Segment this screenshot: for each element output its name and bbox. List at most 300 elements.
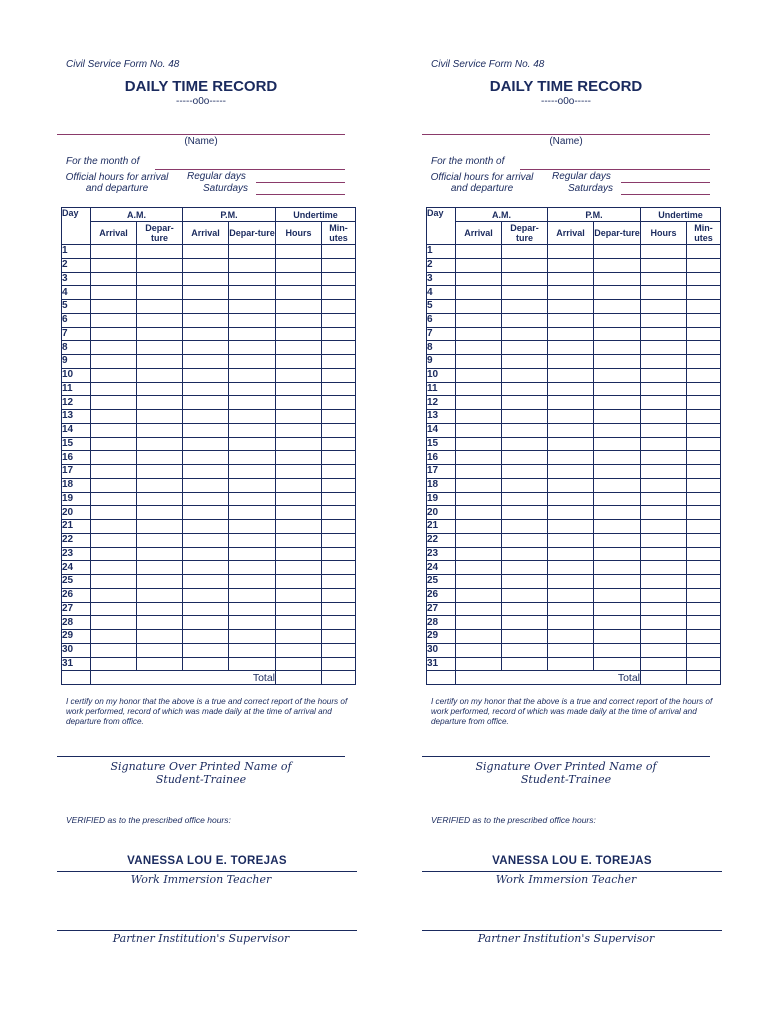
am-arrival-cell[interactable] (91, 245, 137, 259)
am-arrival-cell[interactable] (91, 313, 137, 327)
undertime-minutes-cell[interactable] (322, 575, 356, 589)
undertime-minutes-cell[interactable] (687, 300, 721, 314)
pm-departure-cell[interactable] (594, 382, 641, 396)
undertime-minutes-cell[interactable] (322, 423, 356, 437)
pm-departure-cell[interactable] (229, 437, 276, 451)
am-departure-cell[interactable] (502, 286, 548, 300)
am-arrival-cell[interactable] (91, 643, 137, 657)
am-arrival-cell[interactable] (456, 561, 502, 575)
undertime-hours-cell[interactable] (641, 506, 687, 520)
pm-departure-cell[interactable] (229, 382, 276, 396)
am-departure-cell[interactable] (137, 657, 183, 671)
am-arrival-cell[interactable] (91, 258, 137, 272)
undertime-hours-cell[interactable] (641, 272, 687, 286)
am-departure-cell[interactable] (502, 478, 548, 492)
pm-arrival-cell[interactable] (548, 437, 594, 451)
pm-arrival-cell[interactable] (183, 313, 229, 327)
am-arrival-cell[interactable] (456, 465, 502, 479)
pm-arrival-cell[interactable] (183, 506, 229, 520)
pm-arrival-cell[interactable] (548, 643, 594, 657)
am-arrival-cell[interactable] (456, 396, 502, 410)
month-field[interactable] (155, 169, 345, 170)
undertime-minutes-cell[interactable] (687, 245, 721, 259)
am-departure-cell[interactable] (137, 520, 183, 534)
undertime-minutes-cell[interactable] (687, 643, 721, 657)
pm-arrival-cell[interactable] (183, 272, 229, 286)
pm-arrival-cell[interactable] (548, 368, 594, 382)
pm-departure-cell[interactable] (594, 506, 641, 520)
undertime-hours-cell[interactable] (641, 588, 687, 602)
undertime-hours-cell[interactable] (276, 478, 322, 492)
undertime-minutes-cell[interactable] (322, 533, 356, 547)
undertime-hours-cell[interactable] (641, 313, 687, 327)
undertime-hours-cell[interactable] (276, 272, 322, 286)
am-arrival-cell[interactable] (456, 300, 502, 314)
am-departure-cell[interactable] (137, 245, 183, 259)
am-departure-cell[interactable] (502, 437, 548, 451)
undertime-minutes-cell[interactable] (322, 300, 356, 314)
undertime-minutes-cell[interactable] (322, 451, 356, 465)
undertime-hours-cell[interactable] (641, 368, 687, 382)
pm-arrival-cell[interactable] (183, 300, 229, 314)
undertime-hours-cell[interactable] (641, 396, 687, 410)
pm-departure-cell[interactable] (229, 533, 276, 547)
pm-arrival-cell[interactable] (183, 492, 229, 506)
am-departure-cell[interactable] (502, 657, 548, 671)
am-arrival-cell[interactable] (456, 272, 502, 286)
undertime-hours-cell[interactable] (276, 300, 322, 314)
am-arrival-cell[interactable] (91, 520, 137, 534)
pm-departure-cell[interactable] (229, 588, 276, 602)
pm-departure-cell[interactable] (229, 300, 276, 314)
am-departure-cell[interactable] (502, 327, 548, 341)
pm-arrival-cell[interactable] (183, 588, 229, 602)
undertime-minutes-cell[interactable] (322, 465, 356, 479)
undertime-minutes-cell[interactable] (322, 382, 356, 396)
am-departure-cell[interactable] (137, 643, 183, 657)
am-departure-cell[interactable] (137, 478, 183, 492)
am-arrival-cell[interactable] (456, 478, 502, 492)
am-departure-cell[interactable] (502, 588, 548, 602)
undertime-hours-cell[interactable] (641, 547, 687, 561)
pm-arrival-cell[interactable] (548, 410, 594, 424)
am-departure-cell[interactable] (137, 258, 183, 272)
am-departure-cell[interactable] (137, 533, 183, 547)
am-arrival-cell[interactable] (456, 313, 502, 327)
pm-departure-cell[interactable] (594, 643, 641, 657)
undertime-minutes-cell[interactable] (322, 341, 356, 355)
pm-arrival-cell[interactable] (183, 368, 229, 382)
pm-departure-cell[interactable] (594, 327, 641, 341)
undertime-hours-cell[interactable] (641, 520, 687, 534)
am-arrival-cell[interactable] (456, 533, 502, 547)
pm-departure-cell[interactable] (229, 561, 276, 575)
undertime-minutes-cell[interactable] (687, 272, 721, 286)
undertime-hours-cell[interactable] (641, 258, 687, 272)
am-arrival-cell[interactable] (456, 616, 502, 630)
undertime-hours-cell[interactable] (276, 245, 322, 259)
undertime-hours-cell[interactable] (641, 643, 687, 657)
undertime-minutes-cell[interactable] (687, 355, 721, 369)
am-arrival-cell[interactable] (91, 575, 137, 589)
am-arrival-cell[interactable] (91, 616, 137, 630)
undertime-minutes-cell[interactable] (687, 327, 721, 341)
pm-arrival-cell[interactable] (183, 657, 229, 671)
pm-departure-cell[interactable] (594, 286, 641, 300)
am-arrival-cell[interactable] (456, 630, 502, 644)
pm-departure-cell[interactable] (594, 588, 641, 602)
pm-arrival-cell[interactable] (548, 355, 594, 369)
am-departure-cell[interactable] (137, 382, 183, 396)
pm-arrival-cell[interactable] (183, 602, 229, 616)
undertime-minutes-cell[interactable] (687, 657, 721, 671)
undertime-minutes-cell[interactable] (687, 520, 721, 534)
undertime-minutes-cell[interactable] (322, 630, 356, 644)
pm-departure-cell[interactable] (594, 575, 641, 589)
undertime-minutes-cell[interactable] (322, 313, 356, 327)
am-departure-cell[interactable] (137, 313, 183, 327)
pm-departure-cell[interactable] (594, 533, 641, 547)
am-departure-cell[interactable] (502, 520, 548, 534)
undertime-hours-cell[interactable] (641, 533, 687, 547)
am-departure-cell[interactable] (502, 465, 548, 479)
am-departure-cell[interactable] (137, 547, 183, 561)
pm-arrival-cell[interactable] (548, 465, 594, 479)
undertime-minutes-cell[interactable] (687, 410, 721, 424)
pm-departure-cell[interactable] (229, 313, 276, 327)
pm-departure-cell[interactable] (594, 657, 641, 671)
teacher-signature-line[interactable] (422, 871, 722, 872)
pm-departure-cell[interactable] (229, 286, 276, 300)
am-arrival-cell[interactable] (91, 506, 137, 520)
am-arrival-cell[interactable] (91, 423, 137, 437)
pm-arrival-cell[interactable] (548, 272, 594, 286)
undertime-hours-cell[interactable] (641, 410, 687, 424)
am-departure-cell[interactable] (137, 286, 183, 300)
pm-departure-cell[interactable] (594, 630, 641, 644)
pm-departure-cell[interactable] (594, 245, 641, 259)
pm-departure-cell[interactable] (594, 437, 641, 451)
am-departure-cell[interactable] (137, 602, 183, 616)
undertime-minutes-cell[interactable] (687, 437, 721, 451)
undertime-minutes-cell[interactable] (322, 258, 356, 272)
pm-departure-cell[interactable] (229, 465, 276, 479)
regular-days-field[interactable] (621, 182, 710, 183)
am-departure-cell[interactable] (137, 355, 183, 369)
undertime-minutes-cell[interactable] (322, 286, 356, 300)
pm-arrival-cell[interactable] (548, 575, 594, 589)
undertime-minutes-cell[interactable] (322, 478, 356, 492)
undertime-hours-cell[interactable] (641, 616, 687, 630)
am-arrival-cell[interactable] (91, 533, 137, 547)
am-departure-cell[interactable] (137, 630, 183, 644)
pm-arrival-cell[interactable] (183, 382, 229, 396)
pm-arrival-cell[interactable] (548, 258, 594, 272)
undertime-minutes-cell[interactable] (687, 451, 721, 465)
pm-arrival-cell[interactable] (548, 616, 594, 630)
pm-departure-cell[interactable] (594, 258, 641, 272)
am-arrival-cell[interactable] (91, 327, 137, 341)
pm-departure-cell[interactable] (229, 506, 276, 520)
am-arrival-cell[interactable] (91, 382, 137, 396)
pm-arrival-cell[interactable] (548, 588, 594, 602)
undertime-hours-cell[interactable] (276, 506, 322, 520)
trainee-signature-line[interactable] (422, 756, 710, 757)
am-arrival-cell[interactable] (456, 451, 502, 465)
am-arrival-cell[interactable] (456, 355, 502, 369)
total-minutes[interactable] (687, 671, 721, 685)
pm-arrival-cell[interactable] (548, 492, 594, 506)
am-departure-cell[interactable] (137, 410, 183, 424)
pm-arrival-cell[interactable] (548, 657, 594, 671)
am-arrival-cell[interactable] (91, 465, 137, 479)
undertime-minutes-cell[interactable] (322, 643, 356, 657)
am-departure-cell[interactable] (137, 451, 183, 465)
am-departure-cell[interactable] (502, 533, 548, 547)
am-departure-cell[interactable] (502, 630, 548, 644)
am-departure-cell[interactable] (502, 258, 548, 272)
am-arrival-cell[interactable] (456, 368, 502, 382)
pm-departure-cell[interactable] (594, 368, 641, 382)
pm-arrival-cell[interactable] (548, 286, 594, 300)
am-arrival-cell[interactable] (456, 643, 502, 657)
undertime-minutes-cell[interactable] (322, 588, 356, 602)
pm-arrival-cell[interactable] (183, 520, 229, 534)
pm-arrival-cell[interactable] (548, 423, 594, 437)
undertime-hours-cell[interactable] (641, 327, 687, 341)
pm-arrival-cell[interactable] (548, 630, 594, 644)
am-arrival-cell[interactable] (91, 300, 137, 314)
undertime-hours-cell[interactable] (641, 575, 687, 589)
undertime-hours-cell[interactable] (641, 341, 687, 355)
pm-arrival-cell[interactable] (183, 341, 229, 355)
am-departure-cell[interactable] (137, 575, 183, 589)
undertime-hours-cell[interactable] (276, 451, 322, 465)
undertime-minutes-cell[interactable] (322, 327, 356, 341)
am-arrival-cell[interactable] (91, 341, 137, 355)
supervisor-signature-line[interactable] (57, 930, 357, 931)
pm-arrival-cell[interactable] (183, 643, 229, 657)
undertime-minutes-cell[interactable] (687, 616, 721, 630)
pm-departure-cell[interactable] (594, 396, 641, 410)
am-departure-cell[interactable] (502, 272, 548, 286)
undertime-minutes-cell[interactable] (687, 258, 721, 272)
undertime-minutes-cell[interactable] (687, 575, 721, 589)
undertime-minutes-cell[interactable] (687, 313, 721, 327)
undertime-minutes-cell[interactable] (687, 382, 721, 396)
undertime-hours-cell[interactable] (641, 478, 687, 492)
pm-arrival-cell[interactable] (548, 602, 594, 616)
am-departure-cell[interactable] (137, 327, 183, 341)
pm-departure-cell[interactable] (229, 396, 276, 410)
am-departure-cell[interactable] (502, 245, 548, 259)
undertime-minutes-cell[interactable] (322, 616, 356, 630)
undertime-hours-cell[interactable] (276, 465, 322, 479)
pm-arrival-cell[interactable] (183, 478, 229, 492)
am-arrival-cell[interactable] (91, 437, 137, 451)
am-departure-cell[interactable] (502, 547, 548, 561)
pm-departure-cell[interactable] (594, 313, 641, 327)
pm-departure-cell[interactable] (594, 492, 641, 506)
undertime-hours-cell[interactable] (641, 561, 687, 575)
pm-departure-cell[interactable] (594, 602, 641, 616)
am-departure-cell[interactable] (502, 643, 548, 657)
am-arrival-cell[interactable] (91, 588, 137, 602)
pm-departure-cell[interactable] (229, 355, 276, 369)
am-departure-cell[interactable] (137, 437, 183, 451)
undertime-hours-cell[interactable] (641, 382, 687, 396)
pm-arrival-cell[interactable] (183, 327, 229, 341)
undertime-minutes-cell[interactable] (687, 602, 721, 616)
undertime-hours-cell[interactable] (276, 547, 322, 561)
am-departure-cell[interactable] (137, 616, 183, 630)
am-arrival-cell[interactable] (91, 547, 137, 561)
undertime-hours-cell[interactable] (276, 382, 322, 396)
pm-arrival-cell[interactable] (548, 451, 594, 465)
supervisor-signature-line[interactable] (422, 930, 722, 931)
pm-arrival-cell[interactable] (548, 533, 594, 547)
am-departure-cell[interactable] (502, 561, 548, 575)
undertime-minutes-cell[interactable] (322, 547, 356, 561)
pm-arrival-cell[interactable] (548, 520, 594, 534)
undertime-minutes-cell[interactable] (322, 245, 356, 259)
pm-arrival-cell[interactable] (183, 410, 229, 424)
pm-departure-cell[interactable] (229, 451, 276, 465)
undertime-hours-cell[interactable] (276, 657, 322, 671)
am-arrival-cell[interactable] (456, 602, 502, 616)
undertime-hours-cell[interactable] (276, 520, 322, 534)
pm-departure-cell[interactable] (594, 423, 641, 437)
am-departure-cell[interactable] (502, 575, 548, 589)
pm-departure-cell[interactable] (594, 355, 641, 369)
undertime-hours-cell[interactable] (641, 492, 687, 506)
am-departure-cell[interactable] (502, 506, 548, 520)
undertime-hours-cell[interactable] (641, 630, 687, 644)
total-hours[interactable] (276, 671, 322, 685)
pm-departure-cell[interactable] (594, 272, 641, 286)
undertime-minutes-cell[interactable] (687, 341, 721, 355)
undertime-hours-cell[interactable] (641, 355, 687, 369)
am-departure-cell[interactable] (502, 368, 548, 382)
undertime-minutes-cell[interactable] (687, 286, 721, 300)
pm-departure-cell[interactable] (229, 602, 276, 616)
undertime-hours-cell[interactable] (276, 355, 322, 369)
pm-arrival-cell[interactable] (548, 396, 594, 410)
am-arrival-cell[interactable] (91, 396, 137, 410)
pm-arrival-cell[interactable] (548, 478, 594, 492)
undertime-minutes-cell[interactable] (322, 561, 356, 575)
undertime-minutes-cell[interactable] (687, 588, 721, 602)
undertime-hours-cell[interactable] (276, 575, 322, 589)
pm-departure-cell[interactable] (594, 341, 641, 355)
undertime-minutes-cell[interactable] (687, 465, 721, 479)
am-departure-cell[interactable] (137, 492, 183, 506)
pm-departure-cell[interactable] (594, 520, 641, 534)
undertime-hours-cell[interactable] (276, 602, 322, 616)
pm-departure-cell[interactable] (229, 272, 276, 286)
undertime-minutes-cell[interactable] (322, 437, 356, 451)
am-departure-cell[interactable] (137, 300, 183, 314)
am-departure-cell[interactable] (502, 341, 548, 355)
am-departure-cell[interactable] (137, 465, 183, 479)
undertime-hours-cell[interactable] (276, 437, 322, 451)
pm-arrival-cell[interactable] (183, 423, 229, 437)
pm-departure-cell[interactable] (594, 616, 641, 630)
am-arrival-cell[interactable] (456, 286, 502, 300)
am-arrival-cell[interactable] (456, 547, 502, 561)
undertime-hours-cell[interactable] (276, 327, 322, 341)
undertime-hours-cell[interactable] (276, 561, 322, 575)
pm-arrival-cell[interactable] (183, 451, 229, 465)
pm-departure-cell[interactable] (229, 630, 276, 644)
am-arrival-cell[interactable] (91, 657, 137, 671)
am-arrival-cell[interactable] (91, 368, 137, 382)
regular-days-field[interactable] (256, 182, 345, 183)
undertime-hours-cell[interactable] (276, 368, 322, 382)
undertime-minutes-cell[interactable] (687, 547, 721, 561)
am-arrival-cell[interactable] (91, 492, 137, 506)
pm-arrival-cell[interactable] (183, 437, 229, 451)
undertime-hours-cell[interactable] (276, 396, 322, 410)
am-departure-cell[interactable] (502, 616, 548, 630)
am-arrival-cell[interactable] (456, 410, 502, 424)
pm-departure-cell[interactable] (229, 341, 276, 355)
pm-arrival-cell[interactable] (183, 355, 229, 369)
total-hours[interactable] (641, 671, 687, 685)
am-arrival-cell[interactable] (456, 245, 502, 259)
undertime-minutes-cell[interactable] (322, 492, 356, 506)
pm-arrival-cell[interactable] (183, 616, 229, 630)
am-departure-cell[interactable] (502, 355, 548, 369)
undertime-minutes-cell[interactable] (687, 368, 721, 382)
pm-departure-cell[interactable] (229, 520, 276, 534)
undertime-minutes-cell[interactable] (687, 533, 721, 547)
pm-departure-cell[interactable] (594, 547, 641, 561)
pm-departure-cell[interactable] (229, 575, 276, 589)
undertime-minutes-cell[interactable] (322, 657, 356, 671)
pm-arrival-cell[interactable] (548, 506, 594, 520)
undertime-hours-cell[interactable] (276, 286, 322, 300)
pm-arrival-cell[interactable] (183, 396, 229, 410)
pm-departure-cell[interactable] (229, 492, 276, 506)
name-line[interactable] (422, 134, 710, 135)
undertime-hours-cell[interactable] (641, 437, 687, 451)
pm-arrival-cell[interactable] (183, 630, 229, 644)
am-arrival-cell[interactable] (456, 327, 502, 341)
undertime-minutes-cell[interactable] (322, 368, 356, 382)
undertime-hours-cell[interactable] (641, 602, 687, 616)
pm-departure-cell[interactable] (229, 327, 276, 341)
undertime-hours-cell[interactable] (641, 245, 687, 259)
pm-arrival-cell[interactable] (548, 327, 594, 341)
am-departure-cell[interactable] (502, 492, 548, 506)
undertime-minutes-cell[interactable] (687, 630, 721, 644)
undertime-minutes-cell[interactable] (687, 423, 721, 437)
undertime-hours-cell[interactable] (641, 465, 687, 479)
undertime-hours-cell[interactable] (276, 616, 322, 630)
am-departure-cell[interactable] (137, 396, 183, 410)
am-arrival-cell[interactable] (456, 341, 502, 355)
am-departure-cell[interactable] (137, 561, 183, 575)
pm-departure-cell[interactable] (229, 657, 276, 671)
teacher-signature-line[interactable] (57, 871, 357, 872)
total-minutes[interactable] (322, 671, 356, 685)
undertime-hours-cell[interactable] (276, 423, 322, 437)
undertime-minutes-cell[interactable] (322, 506, 356, 520)
pm-departure-cell[interactable] (594, 478, 641, 492)
undertime-hours-cell[interactable] (276, 630, 322, 644)
am-arrival-cell[interactable] (91, 451, 137, 465)
